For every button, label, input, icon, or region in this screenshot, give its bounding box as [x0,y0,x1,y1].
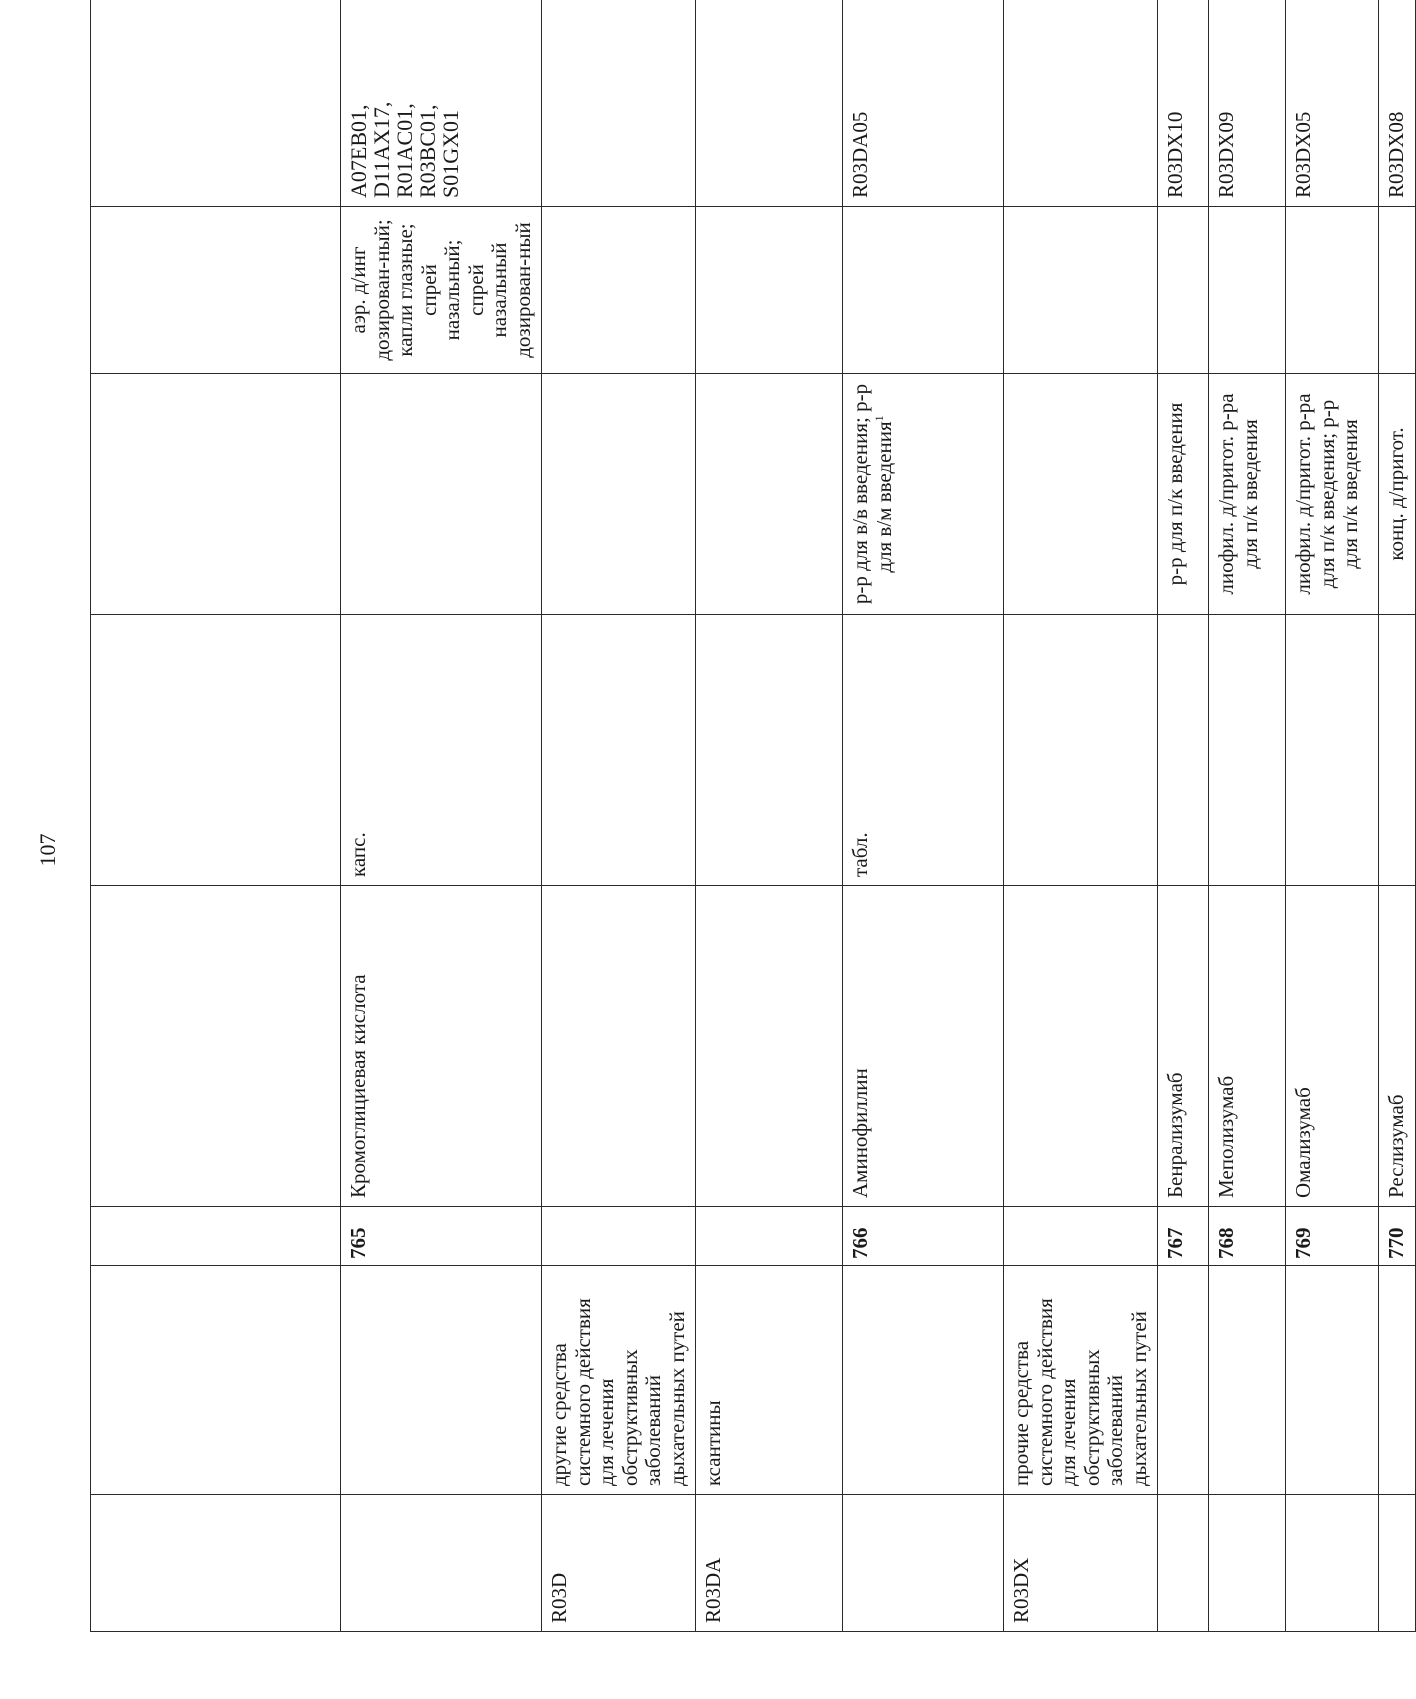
atc-group-code: R03DA [696,1495,843,1632]
atc-codes [341,0,542,207]
atc-codes: R03DX09 [1209,0,1286,207]
form-other [843,207,1004,374]
form-other [1209,207,1286,374]
item-number: 770 [1379,1207,1416,1266]
page-number: 107 [35,833,60,867]
form-injection [341,374,542,615]
table-row [1158,0,1209,1632]
item-number: 767 [1158,1207,1209,1266]
form-oral [1286,615,1379,886]
form-oral: капс. [341,615,542,886]
item-number [1004,1207,1158,1266]
group-description [1379,1266,1416,1495]
atc-codes: R03DX05 [1286,0,1379,207]
item-number: 765 [341,1207,542,1266]
atc-group-code [341,1495,542,1632]
atc-code-list: A07EB01, D11AX17, R01AC01, R03BC01, S01GX01 [346,101,464,198]
atc-codes: R03DX10 [1158,0,1209,207]
footnote-marker: 1 [871,415,886,422]
form-other [1158,207,1209,374]
form-injection: конц. д/пригот. [1379,374,1416,615]
atc-codes [542,0,696,207]
form-other [1286,207,1379,374]
form-oral [542,615,696,886]
table-row [696,0,843,1632]
table-row [1379,0,1416,1632]
atc-codes [1004,0,1158,207]
drug-name: Омализумаб [1286,886,1379,1207]
item-number: 768 [1209,1207,1286,1266]
drug-name: Аминофиллин [843,886,1004,1207]
table-row [843,0,1004,1632]
table-row-header-spacer [91,0,341,1632]
drug-name: Меполизумаб [1209,886,1286,1207]
form-oral [1379,615,1416,886]
form-injection [1004,374,1158,615]
group-description: ксантины [696,1266,843,1495]
form-oral [1158,615,1209,886]
form-other [696,207,843,374]
group-description: другие средства системного действия для лечения обструктивных заболеваний дыхательных путей [542,1266,696,1495]
drug-table-rotated [90,52,1409,1632]
atc-group-code: R03D [542,1495,696,1632]
atc-codes [696,0,843,207]
form-other [1004,207,1158,374]
table-row [1004,0,1158,1632]
item-number: 769 [1286,1207,1379,1266]
form-injection: лиофил. д/пригот. р-ра для п/к введения; р-р для п/к введения [1286,374,1379,615]
table-row [1209,0,1286,1632]
group-description [1158,1266,1209,1495]
group-description [843,1266,1004,1495]
group-description [1209,1266,1286,1495]
drug-name [696,886,843,1207]
atc-group-code [1286,1495,1379,1632]
drug-name: Бенрализумаб [1158,886,1209,1207]
group-description: прочие средства системного действия для лечения обструктивных заболеваний дыхательных путей [1004,1266,1158,1495]
item-number: 766 [843,1207,1004,1266]
drug-name: Реслизумаб [1379,886,1416,1207]
atc-group-code [1209,1495,1286,1632]
drug-name [1004,886,1158,1207]
drug-table [90,0,1416,1632]
form-oral [1004,615,1158,886]
group-description [1286,1266,1379,1495]
form-injection: лиофил. д/пригот. р-ра для п/к введения [1209,374,1286,615]
form-injection [843,374,1004,615]
form-oral [696,615,843,886]
table-row [542,0,696,1632]
form-injection [696,374,843,615]
atc-group-code: R03DX [1004,1495,1158,1632]
form-other: аэр. д/инг дозирован-ный; капли глазные; спрей назальный; спрей назальный дозирован-ный [341,207,542,374]
drug-name: Кромоглициевая кислота [341,886,542,1207]
form-injection-text: р-р для в/в введения; р-р для в/м введения [848,383,896,605]
atc-group-code [843,1495,1004,1632]
item-number [542,1207,696,1266]
drug-name [542,886,696,1207]
form-injection [542,374,696,615]
atc-codes: R03DA05 [843,0,1004,207]
atc-codes: R03DX08 [1379,0,1416,207]
form-other [542,207,696,374]
atc-group-code [1379,1495,1416,1632]
table-row [1286,0,1379,1632]
form-injection: р-р для п/к введения [1158,374,1209,615]
form-oral: табл. [843,615,1004,886]
group-description [341,1266,542,1495]
form-oral [1209,615,1286,886]
form-other [1379,207,1416,374]
item-number [696,1207,843,1266]
table-row [341,0,542,1632]
atc-group-code [1158,1495,1209,1632]
